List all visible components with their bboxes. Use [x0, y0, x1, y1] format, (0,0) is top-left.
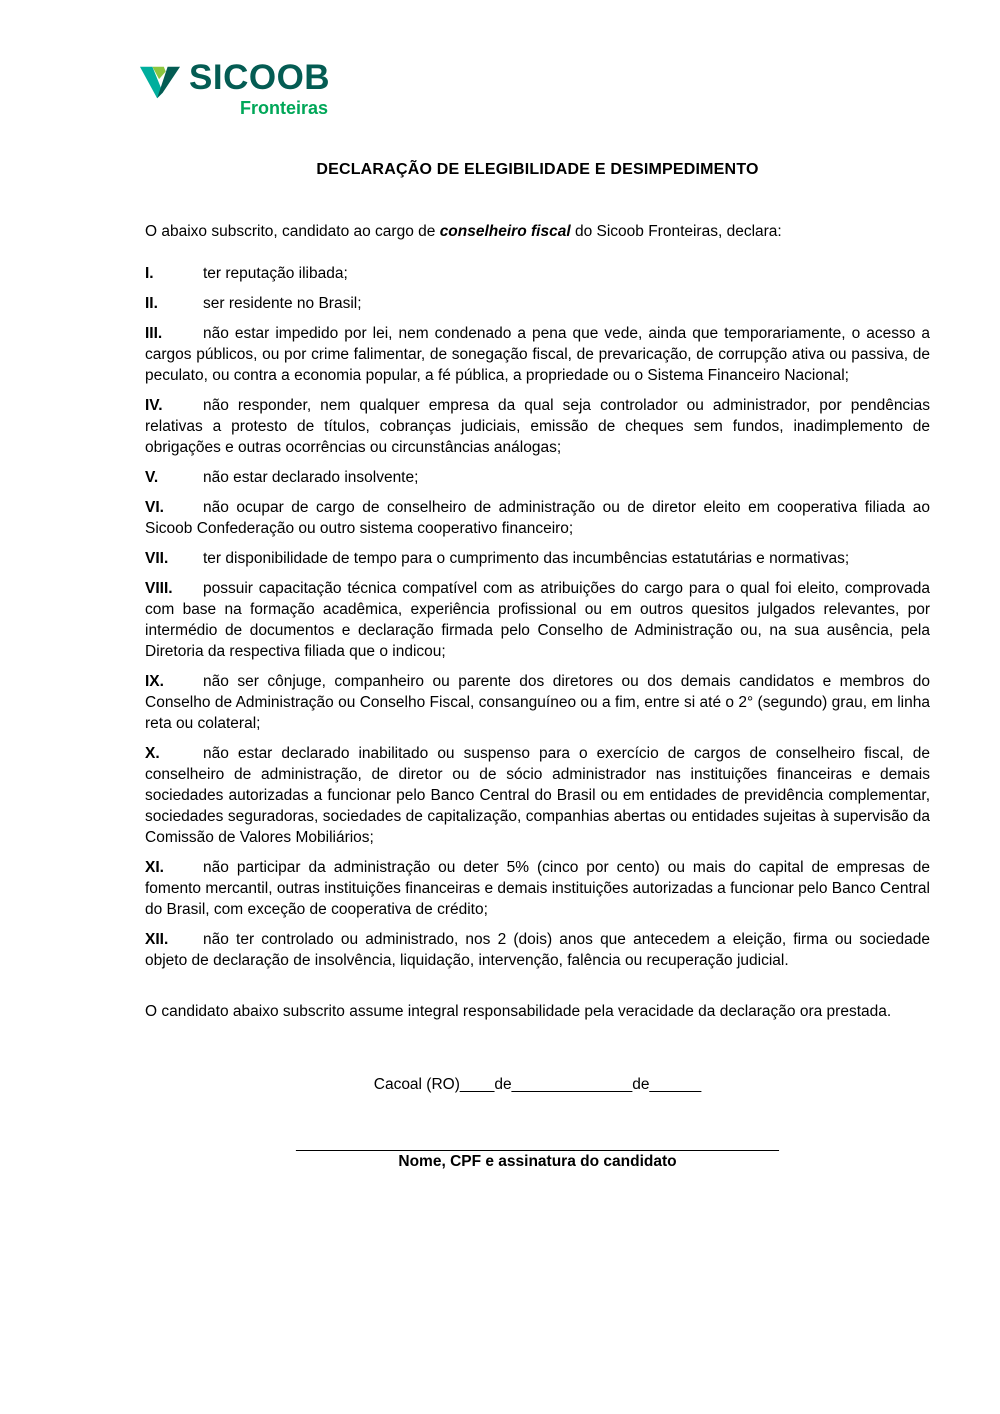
item-text: não participar da administração ou deter 5% (cinco por cento) ou mais do capital de empresas de fomento mercantil, outras instituições financeiras e demais instituições autorizadas a funcionar pelo Banco Central do Brasil, com exceção de cooperativa de crédito;: [145, 859, 930, 918]
item-numeral: III.: [145, 325, 163, 342]
item-numeral: XII.: [145, 931, 169, 948]
item-numeral: VI.: [145, 499, 164, 516]
item-text: ter disponibilidade de tempo para o cumprimento das incumbências estatutárias e normativas;: [203, 550, 850, 567]
sicoob-logo: [139, 60, 930, 117]
sicoob-chevron-icon: [139, 60, 181, 100]
declaration-item: [145, 293, 930, 314]
intro-emphasis-text: conselheiro fiscal: [439, 223, 571, 240]
item-text: não estar impedido por lei, nem condenado a pena que vede, ainda que temporariamente, o acesso a cargos públicos, ou por crime falimentar, de sonegação fiscal, de prevaricação, de corrupção ativa ou passiva, de peculato, ou contra a economia popular, a fé pública, a propriedade ou o Sistema Financeiro Nacional;: [145, 325, 930, 384]
item-numeral: XI.: [145, 859, 164, 876]
items-list: [145, 263, 930, 971]
item-text: ter reputação ilibada;: [203, 265, 348, 282]
logo-subtitle-text: Fronteiras: [240, 98, 329, 118]
signature-label: Nome, CPF e assinatura do candidato: [398, 1153, 677, 1170]
item-text: não responder, nem qualquer empresa da qual seja controlador ou administrador, por pendências relativas a protesto de títulos, cobranças judiciais, emissão de cheques sem fundos, inadimplemento de obrigações e outras ocorrências ou circunstâncias análogas;: [145, 397, 930, 456]
item-numeral: II.: [145, 295, 158, 312]
declaration-item: [145, 497, 930, 539]
declaration-item: [145, 671, 930, 734]
closing-paragraph: O candidato abaixo subscrito assume integral responsabilidade pela veracidade da declaração ora prestada.: [145, 1003, 892, 1020]
item-text: ser residente no Brasil;: [203, 295, 362, 312]
item-text: não estar declarado inabilitado ou suspenso para o exercício de cargos de conselheiro fiscal, de conselheiro de administração, de diretor ou de sócio administrador nas instituições financeiras e demais sociedades autorizadas a funcionar pelo Banco Central do Brasil ou em entidades de previdência complementar, sociedades seguradoras, sociedades de capitalização, companhias abertas ou entidades sujeitas à supervisão da Comissão de Valores Mobiliários;: [145, 745, 930, 846]
declaration-item: [145, 467, 930, 488]
item-text: não ocupar de cargo de conselheiro de administração ou de diretor eleito em cooperativa filiada ao Sicoob Confederação ou outro sistema cooperativo financeiro;: [145, 499, 930, 537]
logo-text: [189, 60, 330, 117]
document-title: DECLARAÇÃO DE ELEGIBILIDADE E DESIMPEDIMENTO: [316, 161, 759, 178]
signature-block: [145, 1137, 930, 1171]
item-text: não ter controlado ou administrado, nos 2 (dois) anos que antecedem a eleição, firma ou sociedade objeto de declaração de insolvência, liquidação, intervenção, falência ou recuperação judicial.: [145, 931, 930, 969]
declaration-item: [145, 548, 930, 569]
declaration-item: [145, 263, 930, 284]
item-text: possuir capacitação técnica compatível com as atribuições do cargo para o qual foi eleito, comprovada com base na formação acadêmica, experiência profissional ou em outros quesitos julgados relevantes, por intermédio de documentos e declaração firmada pelo Conselho de Administração ou, na sua ausência, pela Diretoria da respectiva filiada que o indicou;: [145, 580, 930, 660]
item-numeral: X.: [145, 745, 160, 762]
logo-brand-text: SICOOB: [189, 58, 331, 97]
declaration-item: [145, 395, 930, 458]
item-numeral: IV.: [145, 397, 163, 414]
signature-line: ________________________________________________________: [296, 1135, 779, 1152]
declaration-item: [145, 743, 930, 848]
declaration-item: [145, 857, 930, 920]
intro-text-pre: O abaixo subscrito, candidato ao cargo de: [145, 223, 440, 240]
declaration-item: [145, 929, 930, 971]
item-numeral: V.: [145, 469, 159, 486]
item-text: não ser cônjuge, companheiro ou parente dos diretores ou dos demais candidatos e membros do Conselho de Administração ou Conselho Fiscal, consanguíneo ou a fim, entre si até o 2° (segundo) grau, em linha reta ou colateral;: [145, 673, 930, 732]
intro-paragraph: [145, 221, 930, 242]
item-numeral: IX.: [145, 673, 164, 690]
item-numeral: VIII.: [145, 580, 173, 597]
item-numeral: I.: [145, 265, 154, 282]
date-line: Cacoal (RO)____de______________de______: [373, 1076, 702, 1093]
item-text: não estar declarado insolvente;: [203, 469, 419, 486]
declaration-item: [145, 578, 930, 662]
item-numeral: VII.: [145, 550, 169, 567]
intro-text-post: do Sicoob Fronteiras, declara:: [570, 223, 782, 240]
declaration-item: [145, 323, 930, 386]
